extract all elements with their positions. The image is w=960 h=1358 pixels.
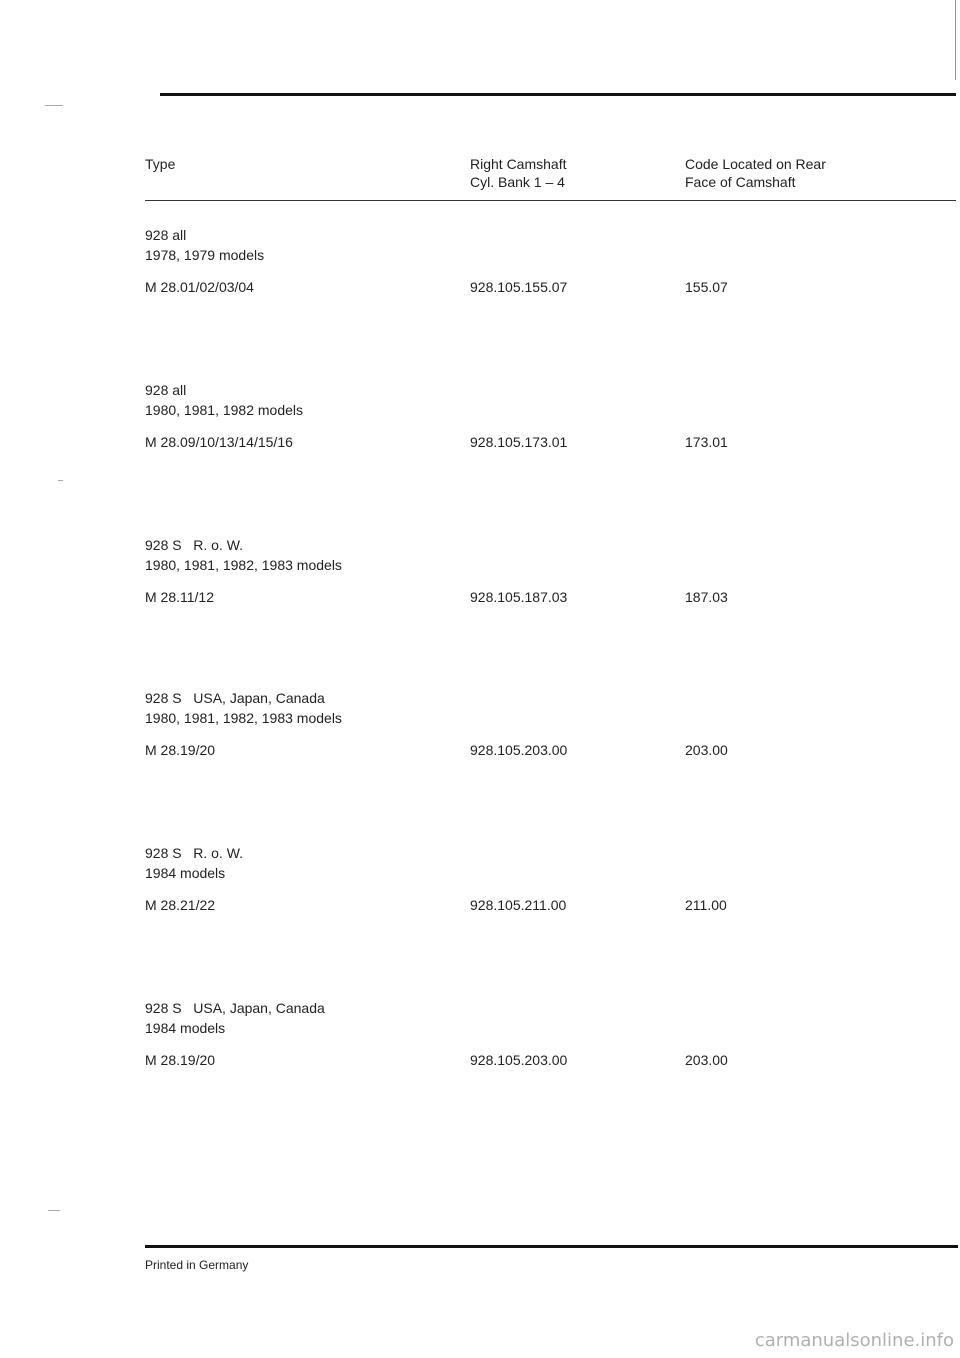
table-row <box>145 380 945 454</box>
row-code: 173.01 <box>685 434 728 450</box>
row-code: 155.07 <box>685 279 728 295</box>
header-camshaft <box>470 155 566 191</box>
table-row <box>145 998 945 1072</box>
header-type <box>145 155 175 173</box>
row-type-line1: 928 all <box>145 382 187 398</box>
row-type-line2: 1984 models <box>145 865 226 881</box>
table-row <box>145 225 945 299</box>
scan-mark <box>48 1210 60 1211</box>
header-rule <box>145 200 956 201</box>
row-part-number: 928.105.187.03 <box>470 589 568 605</box>
row-type-line2: 1980, 1981, 1982 models <box>145 402 304 418</box>
header-code-line2: Face of Camshaft <box>685 174 796 190</box>
header-type-label: Type <box>145 156 176 172</box>
row-engine: M 28.01/02/03/04 <box>145 279 254 295</box>
row-part-number: 928.105.173.01 <box>470 434 568 450</box>
scan-mark <box>45 105 63 106</box>
footer-printed: Printed in Germany <box>145 1258 249 1272</box>
table-row <box>145 843 945 917</box>
row-type-line1: 928 all <box>145 227 187 243</box>
row-part-number: 928.105.155.07 <box>470 279 568 295</box>
row-type-line1: 928 S USA, Japan, Canada <box>145 1000 325 1016</box>
row-engine: M 28.09/10/13/14/15/16 <box>145 434 293 450</box>
watermark-text: carmanualsonline.info <box>754 1330 954 1351</box>
row-engine: M 28.19/20 <box>145 1052 216 1068</box>
row-type-line1: 928 S USA, Japan, Canada <box>145 690 325 706</box>
table-row <box>145 688 945 762</box>
row-code: 203.00 <box>685 742 728 758</box>
row-engine: M 28.11/12 <box>145 589 215 605</box>
row-part-number: 928.105.203.00 <box>470 742 568 758</box>
row-engine: M 28.19/20 <box>145 742 216 758</box>
row-part-number: 928.105.211.00 <box>470 897 567 913</box>
row-type-line1: 928 S R. o. W. <box>145 845 244 861</box>
row-code: 187.03 <box>685 589 728 605</box>
header-code <box>685 155 826 191</box>
row-type-line1: 928 S R. o. W. <box>145 537 244 553</box>
page-edge-line <box>955 0 956 80</box>
row-engine: M 28.21/22 <box>145 897 216 913</box>
table-row <box>145 535 945 609</box>
bottom-rule <box>145 1245 958 1248</box>
row-part-number: 928.105.203.00 <box>470 1052 568 1068</box>
header-code-line1: Code Located on Rear <box>685 156 826 172</box>
scan-mark <box>58 480 63 481</box>
row-code: 211.00 <box>685 897 727 913</box>
row-type-line2: 1984 models <box>145 1020 226 1036</box>
header-camshaft-line2: Cyl. Bank 1 – 4 <box>470 174 565 190</box>
row-code: 203.00 <box>685 1052 728 1068</box>
top-rule <box>160 93 956 96</box>
row-type-line2: 1980, 1981, 1982, 1983 models <box>145 557 342 573</box>
row-type-line2: 1980, 1981, 1982, 1983 models <box>145 710 342 726</box>
header-camshaft-line1: Right Camshaft <box>470 156 567 172</box>
row-type-line2: 1978, 1979 models <box>145 247 265 263</box>
